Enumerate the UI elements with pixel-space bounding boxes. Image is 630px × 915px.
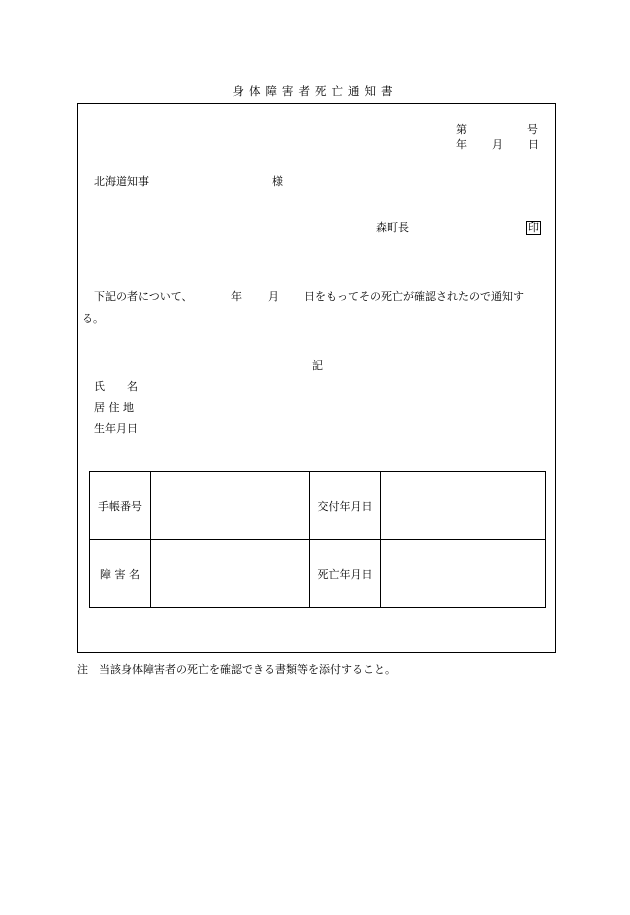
seal-mark xyxy=(526,221,541,235)
date-year-label: 年 xyxy=(456,138,467,151)
table-row xyxy=(90,540,546,608)
info-table xyxy=(89,471,546,608)
name-label: 氏 名 xyxy=(94,380,138,393)
death-date-field[interactable] xyxy=(381,540,546,608)
ki-heading: 記 xyxy=(312,359,323,372)
seal-icon: 印 xyxy=(528,221,539,234)
issue-date-field[interactable] xyxy=(381,472,546,540)
sender-name: 森町長 xyxy=(376,221,409,234)
document-title: 身体障害者死亡通知書 xyxy=(232,84,398,98)
issue-date-label: 交付年月日 xyxy=(310,472,381,540)
date-month-label: 月 xyxy=(492,138,503,151)
table-row xyxy=(90,472,546,540)
addressee-honorific: 様 xyxy=(272,175,283,188)
address-label: 居 住 地 xyxy=(94,401,134,414)
body-text-start: 下記の者について、 xyxy=(94,290,193,303)
number-prefix: 第 xyxy=(456,123,467,136)
body-month-label: 月 xyxy=(268,290,279,303)
footnote: 注 当該身体障害者の死亡を確認できる書類等を添付すること。 xyxy=(77,663,396,676)
notebook-number-field[interactable] xyxy=(151,472,310,540)
death-date-label: 死亡年月日 xyxy=(310,540,381,608)
disability-name-field[interactable] xyxy=(151,540,310,608)
body-year-label: 年 xyxy=(231,290,242,303)
body-text-line2: る。 xyxy=(82,312,104,325)
notebook-number-label: 手帳番号 xyxy=(90,472,151,540)
number-suffix: 号 xyxy=(527,123,538,136)
date-day-label: 日 xyxy=(528,138,539,151)
disability-name-label: 障 害 名 xyxy=(90,540,151,608)
addressee-name: 北海道知事 xyxy=(94,175,149,188)
birthdate-label: 生年月日 xyxy=(94,422,138,435)
body-text-end: 日をもってその死亡が確認されたので通知す xyxy=(304,290,524,303)
